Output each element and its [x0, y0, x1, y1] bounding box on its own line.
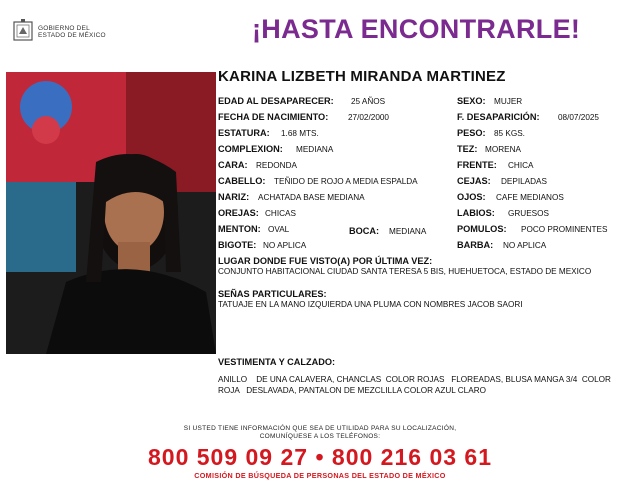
- phone-numbers: [0, 444, 640, 471]
- field-value-complexion: MORENA: [485, 145, 521, 154]
- field-label-mouth: BOCA:: [349, 226, 380, 236]
- field-label-ears: OREJAS:: [218, 208, 259, 218]
- field-label-disappearance-date: F. DESAPARICIÓN:: [457, 112, 540, 122]
- field-value-nose: ACHATADA BASE MEDIANA: [258, 193, 365, 202]
- person-name: KARINA LIZBETH MIRANDA MARTINEZ: [218, 68, 506, 85]
- field-label-birthdate: FECHA DE NACIMIENTO:: [218, 112, 329, 122]
- phone-number-2[interactable]: 800 216 03 61: [331, 444, 493, 470]
- field-label-weight: PESO:: [457, 128, 486, 138]
- field-value-weight: 85 KGS.: [494, 129, 525, 138]
- field-value-sex: MUJER: [494, 97, 523, 106]
- field-value-hair: TEÑIDO DE ROJO A MEDIA ESPALDA: [274, 177, 418, 186]
- field-value-age: 25 AÑOS: [351, 97, 386, 106]
- clothing-title: VESTIMENTA Y CALZADO:: [218, 357, 336, 367]
- field-value-mouth: MEDIANA: [389, 227, 427, 236]
- field-label-forehead: FRENTE:: [457, 160, 497, 170]
- phone-number-1[interactable]: 800 509 09 27: [147, 444, 309, 470]
- field-value-build: MEDIANA: [296, 145, 334, 154]
- field-label-height: ESTATURA:: [218, 128, 270, 138]
- clothing-text: ANILLO DE UNA CALAVERA, CHANCLAS COLOR ROJAS FLOREADAS, BLUSA MANGA 3/4 COLOR ROJA DESLAVADA, PANTALON DE MEZCLILLA COLOR AZUL CLARO: [218, 375, 614, 395]
- field-value-eyebrows: DEPILADAS: [501, 177, 547, 186]
- field-label-age: EDAD AL DESAPARECER:: [218, 96, 334, 106]
- footer-note-line-2: COMUNÍQUESE A LOS TELÉFONOS:: [259, 433, 381, 440]
- field-label-face: CARA:: [218, 160, 248, 170]
- field-value-disappearance-date: 08/07/2025: [558, 113, 599, 122]
- last-seen-text: CONJUNTO HABITACIONAL CIUDAD SANTA TERESA 5 BIS, HUEHUETOCA, ESTADO DE MEXICO: [218, 267, 592, 276]
- field-value-cheekbones: POCO PROMINENTES: [521, 225, 608, 234]
- field-label-lips: LABIOS:: [457, 208, 495, 218]
- field-label-beard: BARBA:: [457, 240, 494, 250]
- field-label-sex: SEXO:: [457, 96, 486, 106]
- field-value-eyes: CAFE MEDIANOS: [496, 193, 564, 202]
- gov-line-2: ESTADO DE MÉXICO: [38, 32, 106, 39]
- marks-title: SEÑAS PARTICULARES:: [218, 289, 327, 299]
- field-value-face: REDONDA: [256, 161, 297, 170]
- field-value-lips: GRUESOS: [508, 209, 549, 218]
- headline: ¡HASTA ENCONTRARLE!: [252, 14, 581, 44]
- state-emblem-icon: [12, 18, 34, 44]
- field-label-build: COMPLEXION:: [218, 144, 283, 154]
- field-label-nose: NARIZ:: [218, 192, 250, 202]
- field-value-beard: NO APLICA: [503, 241, 547, 250]
- commission-name: COMISIÓN DE BÚSQUEDA DE PERSONAS DEL ESTADO DE MÉXICO: [194, 471, 446, 480]
- field-label-hair: CABELLO:: [218, 176, 266, 186]
- marks-text: TATUAJE EN LA MANO IZQUIERDA UNA PLUMA CON NOMBRES JACOB SAORI: [218, 300, 523, 309]
- field-label-eyebrows: CEJAS:: [457, 176, 491, 186]
- field-label-cheekbones: POMULOS:: [457, 224, 507, 234]
- field-value-mustache: NO APLICA: [263, 241, 307, 250]
- field-value-chin: OVAL: [268, 225, 290, 234]
- field-value-birthdate: 27/02/2000: [348, 113, 389, 122]
- government-logo: [12, 18, 122, 44]
- gov-line-1: GOBIERNO DEL: [38, 25, 90, 32]
- field-label-chin: MENTON:: [218, 224, 261, 234]
- footer-note-line-1: SI USTED TIENE INFORMACIÓN QUE SEA DE UTILIDAD PARA SU LOCALIZACIÓN,: [183, 425, 457, 432]
- person-photo: [6, 72, 216, 354]
- field-value-forehead: CHICA: [508, 161, 534, 170]
- last-seen-title: LUGAR DONDE FUE VISTO(A) POR ÚLTIMA VEZ:: [218, 256, 433, 266]
- field-value-height: 1.68 MTS.: [281, 129, 319, 138]
- phone-separator: •: [315, 444, 325, 470]
- field-value-ears: CHICAS: [265, 209, 296, 218]
- field-label-mustache: BIGOTE:: [218, 240, 257, 250]
- photo-illustration: [6, 72, 216, 354]
- field-label-complexion: TEZ:: [457, 144, 478, 154]
- field-label-eyes: OJOS:: [457, 192, 486, 202]
